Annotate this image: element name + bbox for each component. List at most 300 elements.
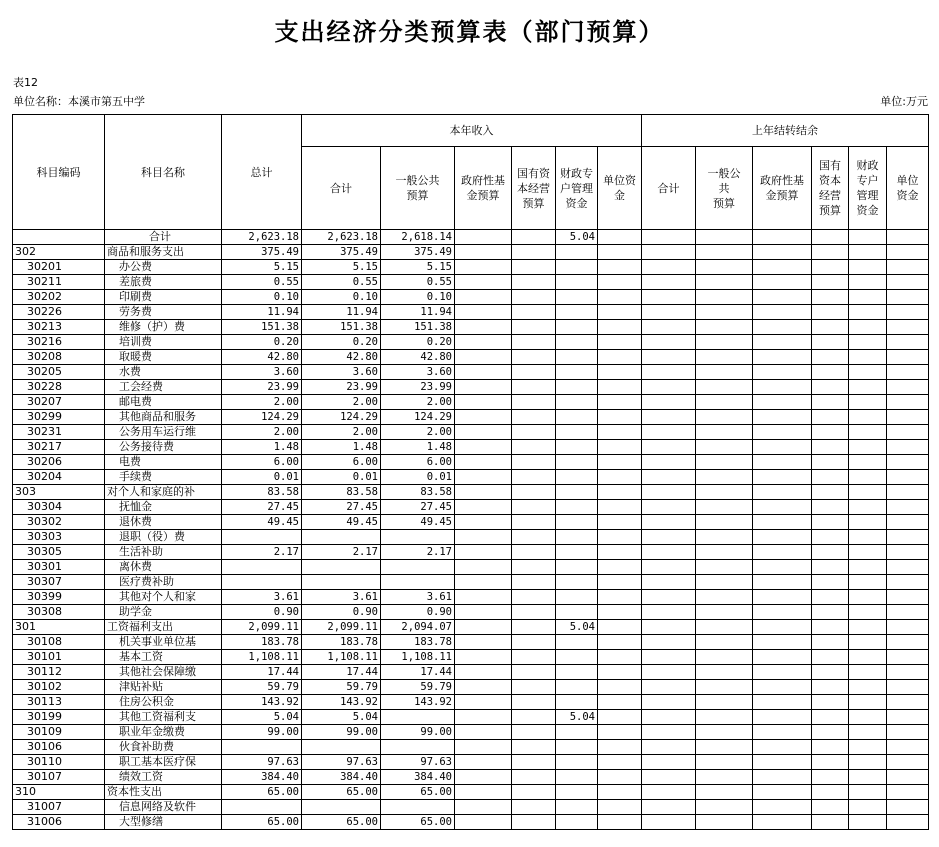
cell-fund <box>455 710 512 725</box>
cell-fund <box>455 485 512 500</box>
cell-prior-5 <box>887 335 929 350</box>
cell-sum: 375.49 <box>302 245 381 260</box>
cell-prior-3 <box>812 800 849 815</box>
cell-fund <box>455 545 512 560</box>
cell-code: 30308 <box>13 605 105 620</box>
table-row <box>13 665 929 680</box>
cell-fiscal-account <box>556 680 598 695</box>
table-row <box>13 740 929 755</box>
cell-prior-3 <box>812 725 849 740</box>
cell-total: 2.17 <box>222 545 302 560</box>
cell-code: 30301 <box>13 560 105 575</box>
cell-unit-fund <box>598 530 642 545</box>
cell-prior-2 <box>753 725 812 740</box>
cell-code: 30112 <box>13 665 105 680</box>
currency-unit: 单位:万元 <box>880 95 928 108</box>
table-row <box>13 275 929 290</box>
cell-prior-4 <box>849 365 887 380</box>
cell-general <box>381 530 455 545</box>
cell-unit-fund <box>598 635 642 650</box>
header-current-col-0: 合计 <box>302 147 381 230</box>
cell-prior-2 <box>753 740 812 755</box>
cell-prior-1 <box>696 260 753 275</box>
cell-prior-0 <box>642 815 696 830</box>
cell-prior-0 <box>642 710 696 725</box>
cell-prior-0 <box>642 665 696 680</box>
cell-state-capital <box>512 305 556 320</box>
cell-prior-4 <box>849 455 887 470</box>
cell-sum: 27.45 <box>302 500 381 515</box>
cell-sum: 0.01 <box>302 470 381 485</box>
cell-name: 差旅费 <box>105 275 222 290</box>
cell-sum: 124.29 <box>302 410 381 425</box>
cell-prior-2 <box>753 320 812 335</box>
cell-prior-5 <box>887 650 929 665</box>
cell-general: 2,094.07 <box>381 620 455 635</box>
cell-unit-fund <box>598 785 642 800</box>
cell-prior-4 <box>849 245 887 260</box>
cell-sum <box>302 560 381 575</box>
cell-unit-fund <box>598 350 642 365</box>
cell-total: 42.80 <box>222 350 302 365</box>
cell-sum: 0.90 <box>302 605 381 620</box>
cell-general: 1.48 <box>381 440 455 455</box>
cell-unit-fund <box>598 560 642 575</box>
cell-name: 伙食补助费 <box>105 740 222 755</box>
cell-general: 99.00 <box>381 725 455 740</box>
cell-prior-2 <box>753 275 812 290</box>
cell-code: 30109 <box>13 725 105 740</box>
cell-prior-5 <box>887 815 929 830</box>
cell-prior-1 <box>696 725 753 740</box>
cell-prior-1 <box>696 680 753 695</box>
table-row <box>13 260 929 275</box>
cell-prior-5 <box>887 305 929 320</box>
cell-prior-0 <box>642 530 696 545</box>
cell-prior-4 <box>849 425 887 440</box>
cell-unit-fund <box>598 320 642 335</box>
cell-prior-2 <box>753 440 812 455</box>
cell-prior-5 <box>887 410 929 425</box>
cell-fund <box>455 560 512 575</box>
cell-prior-0 <box>642 695 696 710</box>
cell-total: 2,099.11 <box>222 620 302 635</box>
cell-prior-2 <box>753 410 812 425</box>
cell-unit-fund <box>598 500 642 515</box>
cell-general: 183.78 <box>381 635 455 650</box>
cell-fiscal-account <box>556 755 598 770</box>
cell-prior-4 <box>849 680 887 695</box>
cell-prior-1 <box>696 755 753 770</box>
table-row <box>13 605 929 620</box>
cell-prior-3 <box>812 620 849 635</box>
cell-total: 65.00 <box>222 785 302 800</box>
cell-name: 退休费 <box>105 515 222 530</box>
cell-total: 11.94 <box>222 305 302 320</box>
cell-general: 59.79 <box>381 680 455 695</box>
cell-sum: 2.17 <box>302 545 381 560</box>
cell-general: 2.00 <box>381 395 455 410</box>
table-row <box>13 335 929 350</box>
cell-prior-4 <box>849 665 887 680</box>
cell-name: 医疗费补助 <box>105 575 222 590</box>
table-row <box>13 545 929 560</box>
cell-prior-1 <box>696 500 753 515</box>
cell-total: 2.00 <box>222 425 302 440</box>
cell-unit-fund <box>598 575 642 590</box>
cell-unit-fund <box>598 380 642 395</box>
cell-fund <box>455 350 512 365</box>
header-current-col-2: 政府性基 金预算 <box>455 147 512 230</box>
cell-fund <box>455 410 512 425</box>
cell-general: 6.00 <box>381 455 455 470</box>
cell-code: 30101 <box>13 650 105 665</box>
cell-prior-0 <box>642 335 696 350</box>
cell-code: 30206 <box>13 455 105 470</box>
cell-prior-0 <box>642 230 696 245</box>
cell-prior-4 <box>849 635 887 650</box>
cell-general: 23.99 <box>381 380 455 395</box>
cell-fund <box>455 665 512 680</box>
cell-prior-0 <box>642 365 696 380</box>
cell-total: 375.49 <box>222 245 302 260</box>
cell-prior-2 <box>753 230 812 245</box>
cell-state-capital <box>512 695 556 710</box>
cell-prior-0 <box>642 515 696 530</box>
table-row <box>13 425 929 440</box>
cell-general <box>381 560 455 575</box>
cell-prior-5 <box>887 560 929 575</box>
table-row <box>13 530 929 545</box>
cell-sum: 1,108.11 <box>302 650 381 665</box>
cell-prior-5 <box>887 605 929 620</box>
cell-unit-fund <box>598 680 642 695</box>
cell-unit-fund <box>598 410 642 425</box>
cell-name: 公务用车运行维 <box>105 425 222 440</box>
cell-prior-3 <box>812 305 849 320</box>
report-title: 支出经济分类预算表（部门预算） <box>274 17 665 46</box>
header-current-col-5: 单位资 金 <box>598 147 642 230</box>
cell-prior-4 <box>849 305 887 320</box>
cell-code: 302 <box>13 245 105 260</box>
cell-total <box>222 530 302 545</box>
cell-prior-0 <box>642 500 696 515</box>
cell-general: 0.01 <box>381 470 455 485</box>
cell-state-capital <box>512 815 556 830</box>
cell-unit-fund <box>598 395 642 410</box>
cell-prior-3 <box>812 740 849 755</box>
header-current-col-1: 一般公共 预算 <box>381 147 455 230</box>
cell-state-capital <box>512 500 556 515</box>
cell-sum: 6.00 <box>302 455 381 470</box>
cell-prior-5 <box>887 500 929 515</box>
cell-state-capital <box>512 635 556 650</box>
cell-state-capital <box>512 410 556 425</box>
budget-table <box>12 114 929 830</box>
cell-name: 维修（护）费 <box>105 320 222 335</box>
cell-general <box>381 575 455 590</box>
cell-code: 31006 <box>13 815 105 830</box>
cell-sum: 2.00 <box>302 395 381 410</box>
cell-prior-4 <box>849 815 887 830</box>
cell-fiscal-account <box>556 785 598 800</box>
cell-fund <box>455 305 512 320</box>
cell-prior-2 <box>753 815 812 830</box>
cell-prior-3 <box>812 350 849 365</box>
cell-code: 30108 <box>13 635 105 650</box>
cell-name: 助学金 <box>105 605 222 620</box>
cell-sum: 65.00 <box>302 815 381 830</box>
cell-fund <box>455 530 512 545</box>
cell-name: 公务接待费 <box>105 440 222 455</box>
cell-fund <box>455 290 512 305</box>
cell-unit-fund <box>598 485 642 500</box>
cell-prior-5 <box>887 380 929 395</box>
cell-total: 17.44 <box>222 665 302 680</box>
cell-sum: 17.44 <box>302 665 381 680</box>
cell-prior-4 <box>849 695 887 710</box>
cell-general: 83.58 <box>381 485 455 500</box>
cell-fund <box>455 260 512 275</box>
cell-state-capital <box>512 395 556 410</box>
cell-prior-3 <box>812 560 849 575</box>
cell-code: 30213 <box>13 320 105 335</box>
cell-unit-fund <box>598 665 642 680</box>
cell-prior-1 <box>696 485 753 500</box>
cell-fund <box>455 755 512 770</box>
cell-prior-4 <box>849 650 887 665</box>
cell-prior-2 <box>753 470 812 485</box>
cell-total: 59.79 <box>222 680 302 695</box>
cell-prior-3 <box>812 695 849 710</box>
cell-fund <box>455 815 512 830</box>
cell-code: 30304 <box>13 500 105 515</box>
cell-code: 30305 <box>13 545 105 560</box>
cell-prior-0 <box>642 275 696 290</box>
cell-fiscal-account <box>556 380 598 395</box>
cell-prior-3 <box>812 680 849 695</box>
cell-prior-3 <box>812 500 849 515</box>
cell-fiscal-account <box>556 410 598 425</box>
header-code: 科目编码 <box>13 115 105 230</box>
cell-prior-0 <box>642 800 696 815</box>
cell-fiscal-account <box>556 365 598 380</box>
cell-fund <box>455 770 512 785</box>
cell-prior-5 <box>887 365 929 380</box>
table-row <box>13 695 929 710</box>
cell-prior-3 <box>812 650 849 665</box>
cell-prior-5 <box>887 290 929 305</box>
cell-code: 30226 <box>13 305 105 320</box>
cell-state-capital <box>512 575 556 590</box>
cell-sum: 2,623.18 <box>302 230 381 245</box>
cell-sum: 5.04 <box>302 710 381 725</box>
cell-sum: 97.63 <box>302 755 381 770</box>
cell-prior-2 <box>753 620 812 635</box>
cell-code: 30106 <box>13 740 105 755</box>
cell-prior-4 <box>849 545 887 560</box>
cell-prior-5 <box>887 665 929 680</box>
cell-total: 0.20 <box>222 335 302 350</box>
cell-prior-1 <box>696 695 753 710</box>
table-number: 表12 <box>13 76 38 89</box>
cell-prior-5 <box>887 695 929 710</box>
cell-code: 301 <box>13 620 105 635</box>
cell-prior-5 <box>887 275 929 290</box>
cell-fiscal-account <box>556 485 598 500</box>
cell-state-capital <box>512 725 556 740</box>
cell-prior-5 <box>887 590 929 605</box>
cell-prior-0 <box>642 425 696 440</box>
cell-fund <box>455 500 512 515</box>
cell-prior-1 <box>696 380 753 395</box>
cell-general: 97.63 <box>381 755 455 770</box>
cell-unit-fund <box>598 335 642 350</box>
cell-unit-fund <box>598 515 642 530</box>
cell-fiscal-account <box>556 395 598 410</box>
cell-prior-2 <box>753 800 812 815</box>
cell-prior-3 <box>812 635 849 650</box>
cell-state-capital <box>512 320 556 335</box>
table-row <box>13 755 929 770</box>
table-row <box>13 680 929 695</box>
header-name: 科目名称 <box>105 115 222 230</box>
cell-code: 30231 <box>13 425 105 440</box>
table-row <box>13 320 929 335</box>
cell-prior-5 <box>887 395 929 410</box>
cell-name: 办公费 <box>105 260 222 275</box>
cell-unit-fund <box>598 650 642 665</box>
cell-fiscal-account <box>556 800 598 815</box>
cell-total <box>222 560 302 575</box>
cell-prior-4 <box>849 380 887 395</box>
cell-fund <box>455 590 512 605</box>
cell-total: 27.45 <box>222 500 302 515</box>
cell-prior-3 <box>812 290 849 305</box>
cell-prior-2 <box>753 515 812 530</box>
cell-state-capital <box>512 425 556 440</box>
cell-code: 30205 <box>13 365 105 380</box>
table-body <box>13 230 929 830</box>
cell-fiscal-account <box>556 290 598 305</box>
cell-name: 职业年金缴费 <box>105 725 222 740</box>
cell-state-capital <box>512 455 556 470</box>
cell-total: 3.60 <box>222 365 302 380</box>
cell-prior-2 <box>753 605 812 620</box>
cell-sum: 99.00 <box>302 725 381 740</box>
cell-total: 183.78 <box>222 635 302 650</box>
cell-prior-5 <box>887 575 929 590</box>
cell-prior-0 <box>642 635 696 650</box>
cell-sum: 143.92 <box>302 695 381 710</box>
cell-fiscal-account <box>556 335 598 350</box>
table-row <box>13 350 929 365</box>
cell-state-capital <box>512 245 556 260</box>
cell-prior-0 <box>642 455 696 470</box>
cell-unit-fund <box>598 590 642 605</box>
table-row <box>13 635 929 650</box>
cell-fund <box>455 800 512 815</box>
cell-name: 大型修缮 <box>105 815 222 830</box>
cell-prior-1 <box>696 740 753 755</box>
cell-fund <box>455 785 512 800</box>
cell-general: 375.49 <box>381 245 455 260</box>
cell-prior-2 <box>753 425 812 440</box>
cell-state-capital <box>512 755 556 770</box>
cell-general: 124.29 <box>381 410 455 425</box>
cell-prior-4 <box>849 560 887 575</box>
cell-fund <box>455 515 512 530</box>
cell-prior-4 <box>849 740 887 755</box>
cell-prior-3 <box>812 590 849 605</box>
header-prior-col-0: 合计 <box>642 147 696 230</box>
cell-prior-1 <box>696 440 753 455</box>
cell-name: 其他对个人和家 <box>105 590 222 605</box>
cell-prior-1 <box>696 275 753 290</box>
table-row <box>13 455 929 470</box>
cell-total: 49.45 <box>222 515 302 530</box>
cell-prior-5 <box>887 545 929 560</box>
cell-fund <box>455 695 512 710</box>
cell-unit-fund <box>598 440 642 455</box>
cell-prior-5 <box>887 470 929 485</box>
cell-prior-2 <box>753 710 812 725</box>
cell-name: 印刷费 <box>105 290 222 305</box>
table-row <box>13 515 929 530</box>
cell-prior-5 <box>887 455 929 470</box>
table-row <box>13 800 929 815</box>
cell-prior-3 <box>812 275 849 290</box>
header-current-col-4: 财政专 户管理 资金 <box>556 147 598 230</box>
table-row <box>13 710 929 725</box>
cell-prior-2 <box>753 545 812 560</box>
cell-prior-2 <box>753 560 812 575</box>
cell-total <box>222 575 302 590</box>
cell-prior-5 <box>887 260 929 275</box>
cell-state-capital <box>512 230 556 245</box>
cell-name: 工会经费 <box>105 380 222 395</box>
cell-prior-0 <box>642 725 696 740</box>
cell-prior-4 <box>849 725 887 740</box>
cell-prior-1 <box>696 290 753 305</box>
cell-unit-fund <box>598 710 642 725</box>
cell-fiscal-account: 5.04 <box>556 230 598 245</box>
cell-prior-1 <box>696 395 753 410</box>
table-row <box>13 560 929 575</box>
cell-name: 生活补助 <box>105 545 222 560</box>
cell-prior-2 <box>753 785 812 800</box>
cell-total: 23.99 <box>222 380 302 395</box>
cell-prior-5 <box>887 740 929 755</box>
cell-sum: 0.55 <box>302 275 381 290</box>
cell-general: 5.15 <box>381 260 455 275</box>
cell-total <box>222 800 302 815</box>
cell-total: 83.58 <box>222 485 302 500</box>
table-row <box>13 575 929 590</box>
cell-fiscal-account: 5.04 <box>556 620 598 635</box>
cell-prior-4 <box>849 770 887 785</box>
cell-total: 0.55 <box>222 275 302 290</box>
cell-prior-2 <box>753 635 812 650</box>
cell-prior-3 <box>812 755 849 770</box>
cell-unit-fund <box>598 740 642 755</box>
cell-name: 资本性支出 <box>105 785 222 800</box>
cell-fund <box>455 620 512 635</box>
cell-prior-4 <box>849 530 887 545</box>
table-row <box>13 440 929 455</box>
cell-sum: 23.99 <box>302 380 381 395</box>
cell-general: 2.17 <box>381 545 455 560</box>
